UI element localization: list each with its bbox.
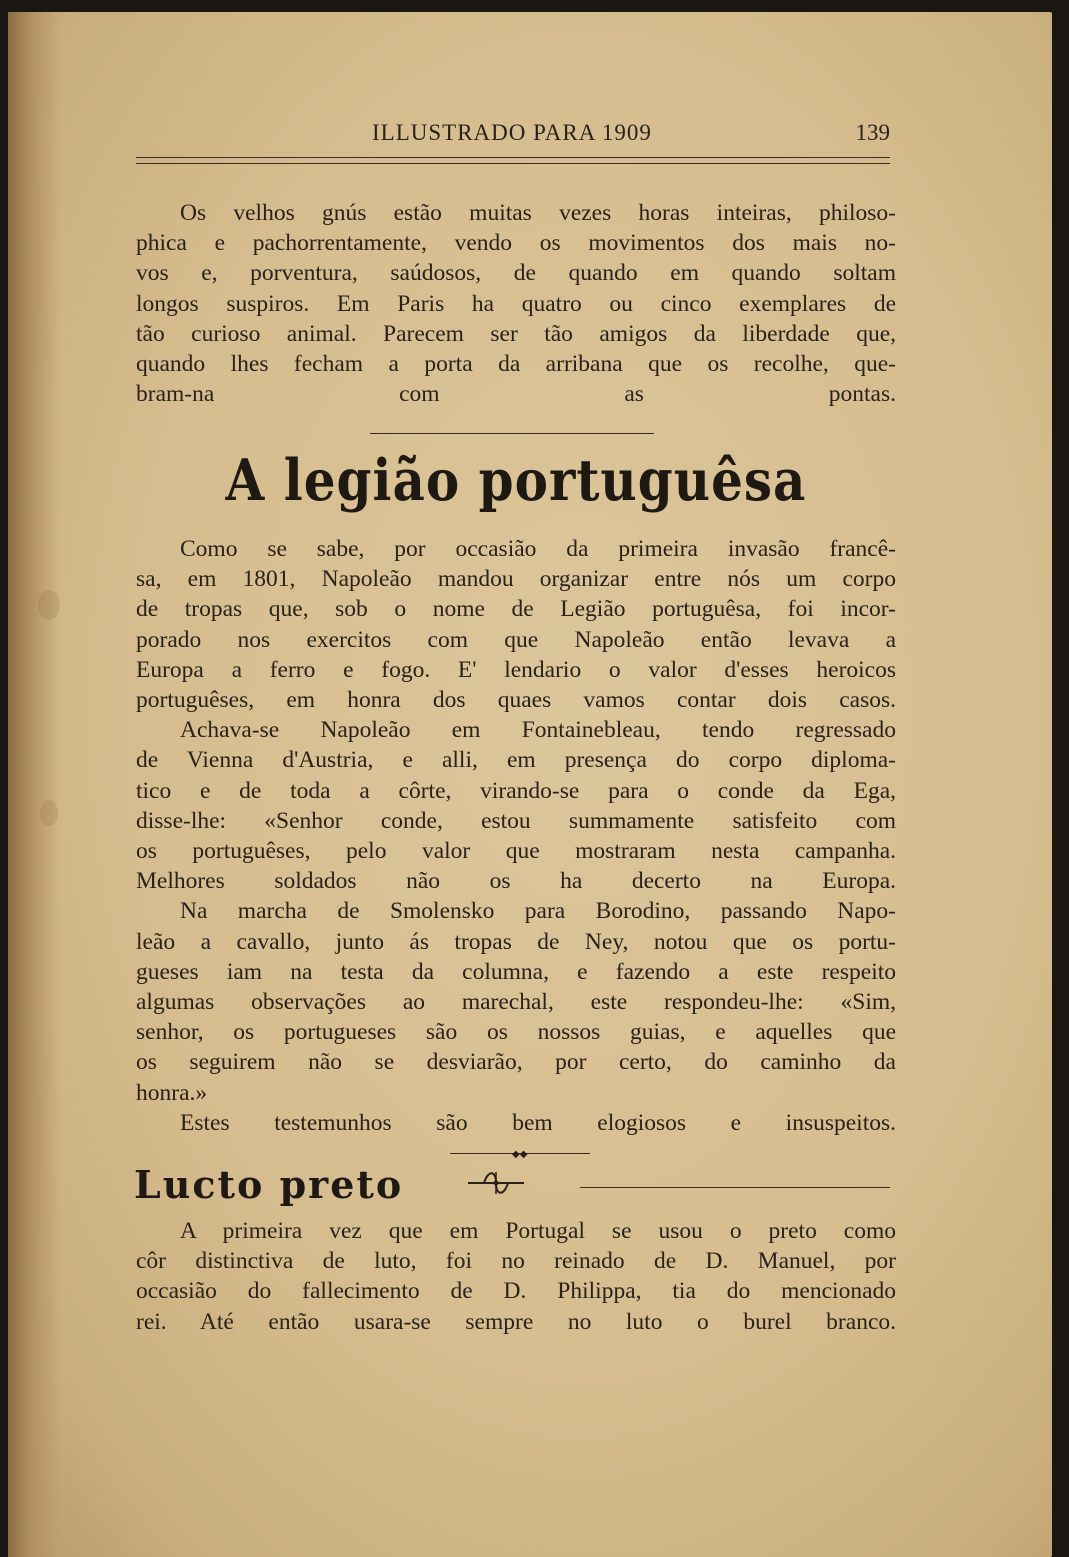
text-line: Achava-se Napoleão em Fontainebleau, tendo regressado bbox=[180, 717, 896, 744]
text-line: vos e, porventura, saúdosos, de quando em quando soltam bbox=[136, 260, 896, 287]
text-line: Europa a ferro e fogo. E' lendario o valor d'esses heroicos bbox=[136, 656, 896, 683]
paper-stain bbox=[38, 590, 60, 620]
section-heading-legiao: A legião portuguêsa bbox=[225, 446, 807, 514]
text-line: Como se sabe, por occasião da primeira invasão francê- bbox=[180, 536, 896, 562]
section-separator bbox=[370, 433, 654, 434]
text-line: sa, em 1801, Napoleão mandou organizar entre nós um corpo bbox=[136, 566, 896, 593]
running-header bbox=[136, 120, 896, 160]
legiao-body bbox=[136, 534, 896, 1138]
text-line: longos suspiros. Em Paris ha quatro ou cinco exemplares de bbox=[136, 290, 896, 317]
text-line: A primeira vez que em Portugal se usou o preto como bbox=[180, 1218, 896, 1244]
text-line: de Vienna d'Austria, e alli, em presença do corpo diploma- bbox=[136, 747, 896, 774]
text-line: de tropas que, sob o nome de Legião portuguêsa, foi incor- bbox=[136, 596, 896, 623]
text-line: côr distinctiva de luto, foi no reinado de D. Manuel, por bbox=[136, 1248, 896, 1275]
text-line: Melhores soldados não os ha decerto na Europa. bbox=[136, 868, 896, 895]
text-line: occasião do fallecimento de D. Philippa, tia do mencionado bbox=[136, 1278, 896, 1305]
text-line: senhor, os portugueses são os nossos guias, e aquelles que bbox=[136, 1019, 896, 1046]
paragraph bbox=[136, 896, 896, 1107]
text-line: os portuguêses, pelo valor que mostraram nesta campanha. bbox=[136, 838, 896, 865]
text-line: os seguirem não se desviarão, por certo, do caminho da bbox=[136, 1049, 896, 1076]
text-line: quando lhes fecham a porta da arribana que os recolhe, que- bbox=[136, 351, 896, 378]
text-line: portuguêses, em honra dos quaes vamos contar dois casos. bbox=[136, 687, 896, 714]
text-line: algumas observações ao marechal, este respondeu-lhe: «Sim, bbox=[136, 989, 896, 1016]
paragraph bbox=[136, 534, 896, 715]
text-line: Estes testemunhos são bem elogiosos e insuspeitos. bbox=[180, 1109, 896, 1136]
section-heading-luto: Lucto preto bbox=[134, 1162, 404, 1207]
running-title: ILLUSTRADO PARA 1909 bbox=[372, 120, 652, 145]
paragraph bbox=[136, 1108, 896, 1138]
text-line: rei. Até então usara-se sempre no luto o burel branco. bbox=[136, 1308, 896, 1335]
text-line: tico e de toda a côrte, virando-se para o conde da Ega, bbox=[136, 777, 896, 804]
text-line: Na marcha de Smolensko para Borodino, passando Napo- bbox=[180, 898, 896, 925]
book-gutter bbox=[8, 12, 60, 1557]
luto-paragraph bbox=[136, 1216, 896, 1337]
text-line: phica e pachorrentamente, vendo os movimentos dos mais no- bbox=[136, 230, 896, 257]
page-number: 139 bbox=[855, 120, 890, 145]
text-line: gueses iam na testa da columna, e fazendo a este respeito bbox=[136, 958, 896, 985]
text-line: disse-lhe: «Senhor conde, estou summamente satisfeito com bbox=[136, 807, 896, 834]
text-line: honra.» bbox=[136, 1079, 208, 1106]
text-line: porado nos exercitos com que Napoleão então levava a bbox=[136, 626, 896, 653]
text-line: leão a cavallo, junto ás tropas de Ney, notou que os portu- bbox=[136, 928, 896, 955]
text-line: bram-na com as pontas. bbox=[136, 381, 896, 408]
heading-rule bbox=[580, 1187, 890, 1188]
text-line: tão curioso animal. Parecem ser tão amigos da liberdade que, bbox=[136, 320, 896, 347]
header-double-rule bbox=[136, 157, 890, 164]
fleuron-ornament-icon bbox=[464, 1166, 528, 1200]
separator-ornament: ◆◆ bbox=[512, 1149, 528, 1160]
paper-stain bbox=[40, 800, 58, 826]
paragraph bbox=[136, 715, 896, 896]
intro-paragraph bbox=[136, 198, 896, 409]
text-line: Os velhos gnús estão muitas vezes horas inteiras, philoso- bbox=[180, 200, 896, 226]
